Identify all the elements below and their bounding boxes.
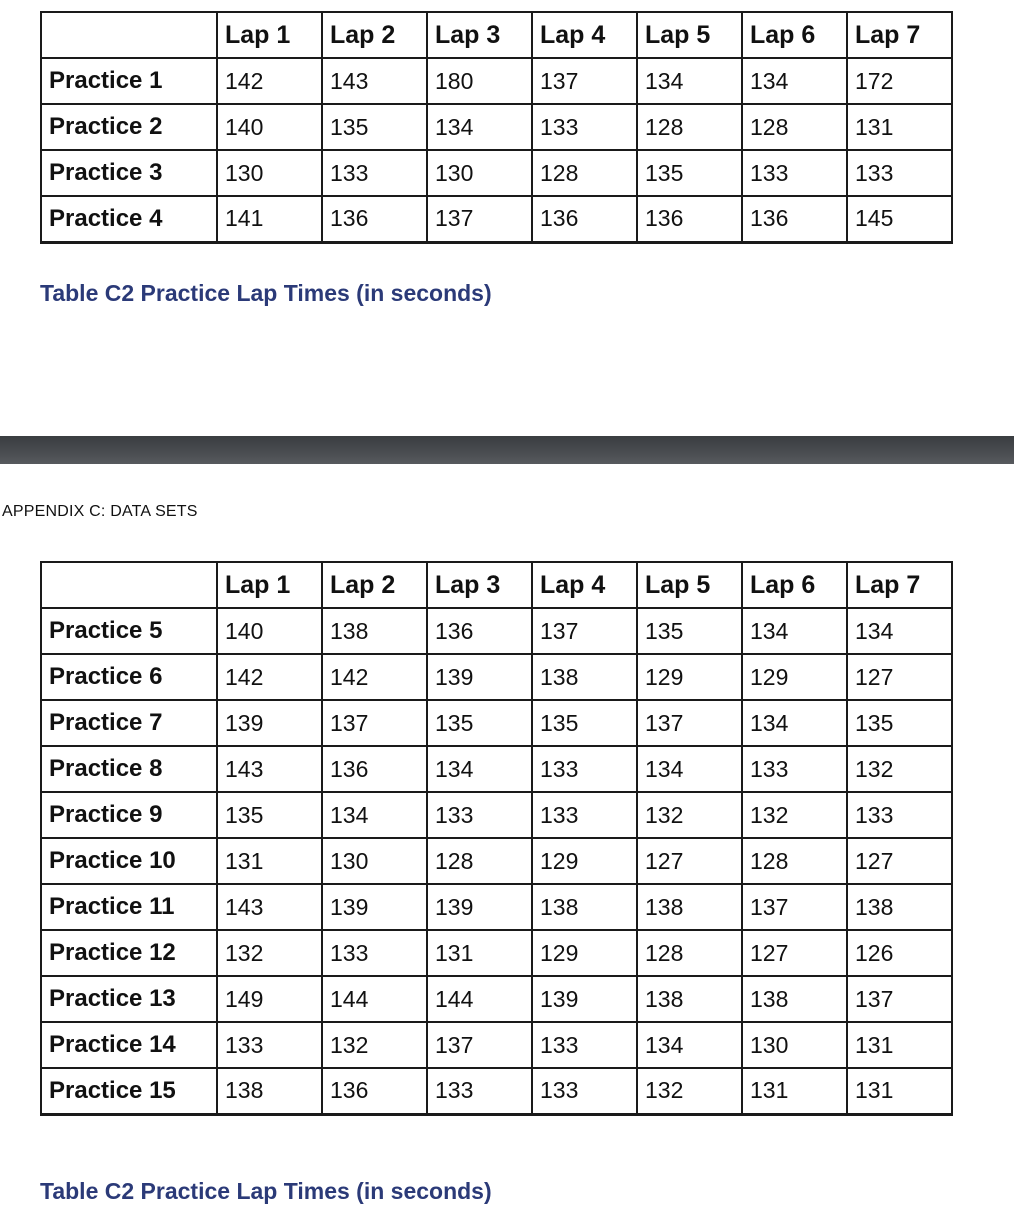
lap-time-cell: 133 (847, 150, 952, 196)
lap-time-cell: 135 (532, 700, 637, 746)
table-row (41, 838, 952, 884)
lap-time-cell: 136 (322, 1068, 427, 1114)
lap-time-cell: 133 (532, 1022, 637, 1068)
lap-time-cell: 132 (322, 1022, 427, 1068)
lap-time-cell: 127 (847, 654, 952, 700)
row-header-cell: Practice 11 (41, 884, 217, 930)
lap-time-cell: 129 (742, 654, 847, 700)
lap-time-cell: 139 (217, 700, 322, 746)
lap-time-cell: 131 (847, 1022, 952, 1068)
lap-time-cell: 139 (427, 654, 532, 700)
lap-time-cell: 133 (427, 1068, 532, 1114)
lap-time-cell: 134 (427, 746, 532, 792)
lap-time-cell: 143 (217, 746, 322, 792)
lap-time-cell: 141 (217, 196, 322, 242)
lap-times-table-bottom (40, 561, 953, 1116)
column-header-lap-1: Lap 1 (217, 12, 322, 58)
row-header-cell: Practice 8 (41, 746, 217, 792)
lap-time-cell: 138 (637, 976, 742, 1022)
lap-time-cell: 132 (847, 746, 952, 792)
corner-header-cell (41, 12, 217, 58)
lap-time-cell: 128 (637, 104, 742, 150)
lap-time-cell: 132 (217, 930, 322, 976)
lap-time-cell: 136 (427, 608, 532, 654)
corner-header-cell (41, 562, 217, 608)
lap-time-cell: 138 (532, 884, 637, 930)
lap-time-cell: 130 (427, 150, 532, 196)
lap-time-cell: 133 (322, 150, 427, 196)
lap-time-cell: 127 (637, 838, 742, 884)
lap-time-cell: 128 (637, 930, 742, 976)
lap-time-cell: 134 (637, 746, 742, 792)
column-header-lap-3: Lap 3 (427, 12, 532, 58)
lap-time-cell: 144 (322, 976, 427, 1022)
table-row (41, 196, 952, 242)
lap-time-cell: 135 (322, 104, 427, 150)
table-row (41, 1068, 952, 1114)
lap-time-cell: 136 (637, 196, 742, 242)
lap-time-cell: 135 (637, 150, 742, 196)
row-header-cell: Practice 6 (41, 654, 217, 700)
lap-time-cell: 138 (217, 1068, 322, 1114)
row-header-cell: Practice 10 (41, 838, 217, 884)
lap-time-cell: 132 (637, 1068, 742, 1114)
row-header-cell: Practice 13 (41, 976, 217, 1022)
lap-time-cell: 180 (427, 58, 532, 104)
lap-time-cell: 131 (847, 104, 952, 150)
lap-time-cell: 140 (217, 104, 322, 150)
lap-time-cell: 131 (217, 838, 322, 884)
lap-time-cell: 142 (322, 654, 427, 700)
row-header-cell: Practice 14 (41, 1022, 217, 1068)
lap-time-cell: 130 (322, 838, 427, 884)
lap-time-cell: 134 (637, 1022, 742, 1068)
lap-time-cell: 134 (742, 700, 847, 746)
lap-time-cell: 133 (217, 1022, 322, 1068)
row-header-cell: Practice 4 (41, 196, 217, 242)
column-header-lap-6: Lap 6 (742, 12, 847, 58)
lap-time-cell: 128 (742, 838, 847, 884)
lap-time-cell: 136 (532, 196, 637, 242)
lap-time-cell: 137 (532, 608, 637, 654)
row-header-cell: Practice 2 (41, 104, 217, 150)
table-row (41, 700, 952, 746)
lap-time-cell: 143 (322, 58, 427, 104)
lap-time-cell: 139 (427, 884, 532, 930)
table-row (41, 792, 952, 838)
page-header: APPENDIX C: DATA SETS (2, 503, 198, 520)
lap-time-cell: 137 (532, 58, 637, 104)
table-row (41, 608, 952, 654)
lap-time-cell: 127 (742, 930, 847, 976)
lap-time-cell: 136 (742, 196, 847, 242)
table-row (41, 930, 952, 976)
lap-time-cell: 131 (847, 1068, 952, 1114)
lap-time-cell: 133 (532, 746, 637, 792)
lap-time-cell: 138 (847, 884, 952, 930)
row-header-cell: Practice 1 (41, 58, 217, 104)
row-header-cell: Practice 9 (41, 792, 217, 838)
lap-time-cell: 145 (847, 196, 952, 242)
column-header-lap-5: Lap 5 (637, 562, 742, 608)
table-caption-top: Table C2 Practice Lap Times (in seconds) (40, 280, 492, 306)
lap-time-cell: 143 (217, 884, 322, 930)
lap-time-cell: 126 (847, 930, 952, 976)
table-row (41, 58, 952, 104)
lap-time-cell: 142 (217, 58, 322, 104)
table-row (41, 884, 952, 930)
table-row (41, 1022, 952, 1068)
lap-time-cell: 128 (532, 150, 637, 196)
column-header-lap-7: Lap 7 (847, 12, 952, 58)
lap-time-cell: 129 (532, 838, 637, 884)
lap-time-cell: 139 (532, 976, 637, 1022)
lap-time-cell: 134 (427, 104, 532, 150)
lap-times-table-top (40, 11, 953, 244)
column-header-lap-6: Lap 6 (742, 562, 847, 608)
row-header-cell: Practice 12 (41, 930, 217, 976)
lap-time-cell: 133 (532, 104, 637, 150)
lap-time-cell: 132 (742, 792, 847, 838)
lap-time-cell: 135 (847, 700, 952, 746)
lap-time-cell: 149 (217, 976, 322, 1022)
lap-time-cell: 134 (742, 58, 847, 104)
lap-time-cell: 133 (322, 930, 427, 976)
lap-time-cell: 138 (637, 884, 742, 930)
lap-time-cell: 132 (637, 792, 742, 838)
table-row (41, 654, 952, 700)
lap-time-cell: 133 (532, 792, 637, 838)
page-divider (0, 436, 1014, 464)
lap-time-cell: 128 (742, 104, 847, 150)
table-row (41, 746, 952, 792)
lap-time-cell: 138 (532, 654, 637, 700)
lap-time-cell: 134 (742, 608, 847, 654)
lap-time-cell: 135 (427, 700, 532, 746)
lap-time-cell: 134 (322, 792, 427, 838)
column-header-lap-5: Lap 5 (637, 12, 742, 58)
lap-time-cell: 127 (847, 838, 952, 884)
column-header-lap-7: Lap 7 (847, 562, 952, 608)
row-header-cell: Practice 15 (41, 1068, 217, 1114)
lap-time-cell: 133 (742, 746, 847, 792)
lap-time-cell: 135 (217, 792, 322, 838)
lap-time-cell: 128 (427, 838, 532, 884)
lap-time-cell: 131 (427, 930, 532, 976)
lap-time-cell: 139 (322, 884, 427, 930)
lap-time-cell: 136 (322, 746, 427, 792)
lap-time-cell: 135 (637, 608, 742, 654)
column-header-lap-2: Lap 2 (322, 12, 427, 58)
table-header-row (41, 562, 952, 608)
lap-time-cell: 134 (637, 58, 742, 104)
lap-time-cell: 137 (322, 700, 427, 746)
lap-time-cell: 137 (847, 976, 952, 1022)
lap-time-cell: 133 (847, 792, 952, 838)
lap-time-cell: 140 (217, 608, 322, 654)
table-row (41, 976, 952, 1022)
lap-time-cell: 137 (427, 196, 532, 242)
lap-time-cell: 130 (217, 150, 322, 196)
lap-time-cell: 137 (427, 1022, 532, 1068)
lap-time-cell: 129 (532, 930, 637, 976)
lap-time-cell: 129 (637, 654, 742, 700)
row-header-cell: Practice 3 (41, 150, 217, 196)
row-header-cell: Practice 7 (41, 700, 217, 746)
lap-time-cell: 133 (742, 150, 847, 196)
lap-time-cell: 142 (217, 654, 322, 700)
lap-time-cell: 144 (427, 976, 532, 1022)
lap-time-cell: 138 (322, 608, 427, 654)
row-header-cell: Practice 5 (41, 608, 217, 654)
lap-time-cell: 137 (637, 700, 742, 746)
table-row (41, 150, 952, 196)
lap-time-cell: 133 (532, 1068, 637, 1114)
lap-time-cell: 130 (742, 1022, 847, 1068)
table-header-row (41, 12, 952, 58)
column-header-lap-2: Lap 2 (322, 562, 427, 608)
lap-time-cell: 131 (742, 1068, 847, 1114)
lap-time-cell: 134 (847, 608, 952, 654)
column-header-lap-4: Lap 4 (532, 12, 637, 58)
column-header-lap-1: Lap 1 (217, 562, 322, 608)
table-row (41, 104, 952, 150)
lap-time-cell: 136 (322, 196, 427, 242)
column-header-lap-4: Lap 4 (532, 562, 637, 608)
table-caption-bottom: Table C2 Practice Lap Times (in seconds) (40, 1178, 492, 1204)
lap-time-cell: 172 (847, 58, 952, 104)
column-header-lap-3: Lap 3 (427, 562, 532, 608)
lap-time-cell: 133 (427, 792, 532, 838)
lap-time-cell: 138 (742, 976, 847, 1022)
lap-time-cell: 137 (742, 884, 847, 930)
